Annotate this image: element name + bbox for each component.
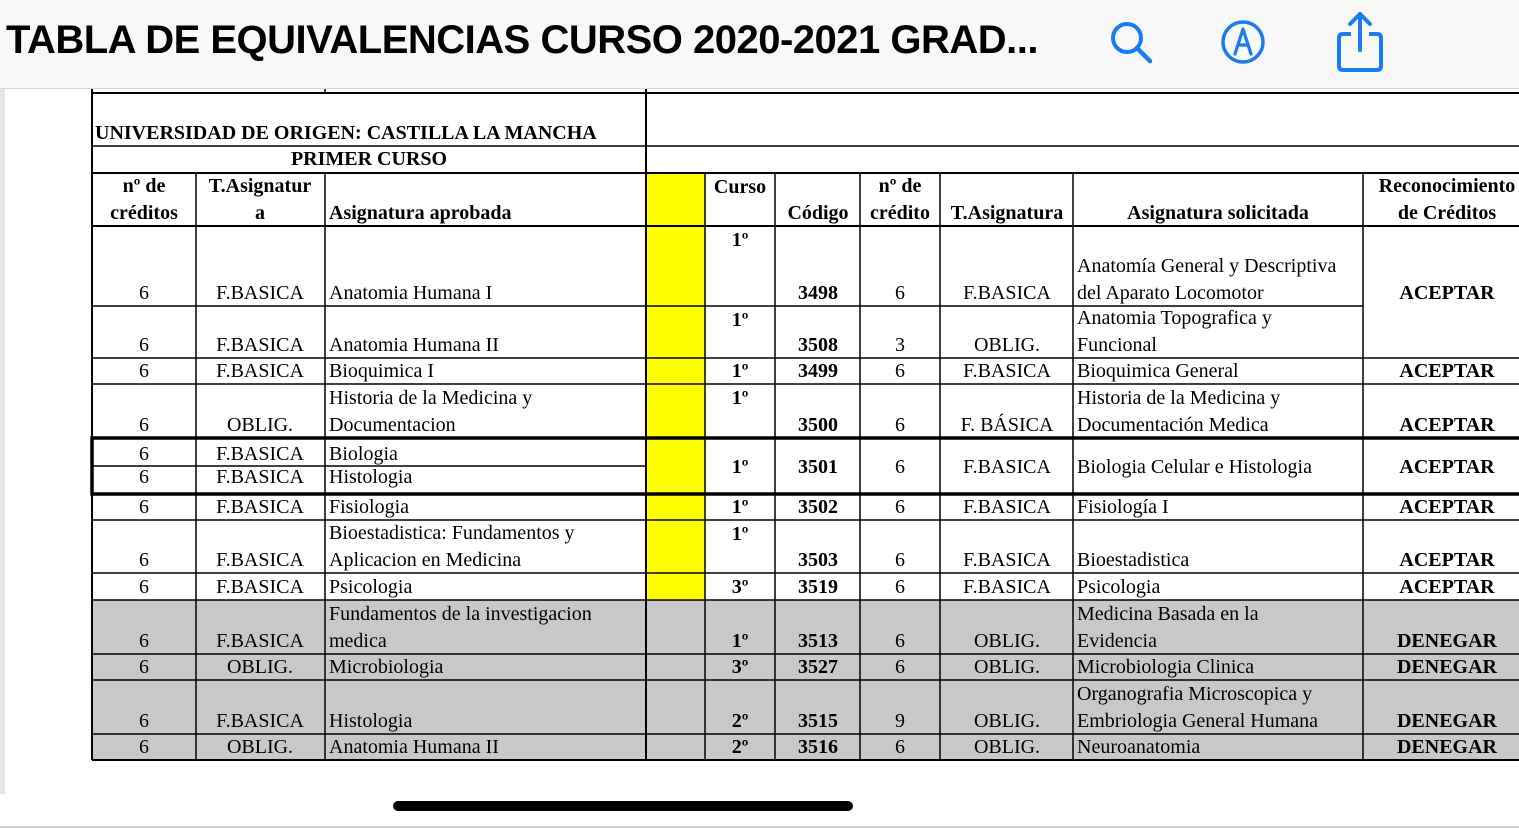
cell-aprobada: Historia de la Medicina y <box>329 387 533 409</box>
cell-creditos: 6 <box>139 656 149 678</box>
university-title: UNIVERSIDAD DE ORIGEN: CASTILLA LA MANCHA <box>95 122 597 144</box>
cell-curso: 1º <box>731 523 749 545</box>
cell-reconocimiento: ACEPTAR <box>1399 282 1495 304</box>
share-icon[interactable] <box>1330 10 1390 74</box>
header-tipo-2: a <box>255 202 265 224</box>
cell-solicitada: Historia de la Medicina y <box>1077 387 1281 409</box>
cell-codigo: 3502 <box>798 496 838 518</box>
cell-tipo2: OBLIG. <box>973 656 1041 678</box>
cell-tipo: F.BASICA <box>216 334 304 356</box>
cell-credito: 6 <box>895 630 905 652</box>
cell-aprobada: Psicologia <box>329 576 413 598</box>
cell-reconocimiento: ACEPTAR <box>1399 576 1495 598</box>
cell-tipo: F.BASICA <box>216 360 304 382</box>
cell-codigo: 3519 <box>798 576 838 598</box>
cell-solicitada: Evidencia <box>1077 630 1157 652</box>
cell-creditos: 6 <box>139 466 149 488</box>
cell-codigo: 3500 <box>798 414 838 436</box>
cell-tipo: F.BASICA <box>216 282 304 304</box>
cell-credito: 6 <box>895 282 905 304</box>
cell-aprobada: Microbiologia <box>329 656 444 678</box>
cell-aprobada: Aplicacion en Medicina <box>329 549 522 571</box>
cell-curso: 1º <box>731 360 749 382</box>
cell-creditos: 6 <box>139 282 149 304</box>
cell-curso: 2º <box>731 736 749 758</box>
cell-aprobada: Fundamentos de la investigacion <box>329 603 592 625</box>
cell-solicitada: Bioestadistica <box>1077 549 1190 571</box>
cell-tipo: F.BASICA <box>216 549 304 571</box>
home-indicator[interactable] <box>393 801 853 811</box>
cell-codigo: 3513 <box>798 630 838 652</box>
cell-solicitada: Embriologia General Humana <box>1077 710 1319 732</box>
header-reconocimiento-2: de Créditos <box>1397 202 1497 224</box>
cell-tipo: F.BASICA <box>216 576 304 598</box>
cell-reconocimiento: ACEPTAR <box>1399 496 1495 518</box>
cell-credito: 6 <box>895 576 905 598</box>
header-creditos-2: créditos <box>110 202 178 224</box>
cell-tipo: OBLIG. <box>226 656 294 678</box>
cell-solicitada: Microbiologia Clinica <box>1077 656 1255 678</box>
cell-creditos: 6 <box>139 549 149 571</box>
header-codigo: Código <box>787 202 849 224</box>
document-title: TABLA DE EQUIVALENCIAS CURSO 2020-2021 GRAD... <box>6 18 1039 62</box>
header-tipo2: T.Asignatura <box>950 202 1064 224</box>
cell-solicitada: Psicologia <box>1077 576 1161 598</box>
cell-aprobada: medica <box>329 630 387 652</box>
cell-tipo2: F.BASICA <box>963 360 1051 382</box>
cell-tipo: F.BASICA <box>216 466 304 488</box>
cell-solicitada: Anatomia Topografica y <box>1077 307 1272 329</box>
search-icon[interactable] <box>1101 10 1161 74</box>
cell-credito: 6 <box>895 496 905 518</box>
cell-solicitada: Organografia Microscopica y <box>1077 683 1313 705</box>
cell-aprobada: Documentacion <box>329 414 456 436</box>
cell-creditos: 6 <box>139 736 149 758</box>
cell-aprobada: Biologia <box>329 443 398 465</box>
cell-solicitada: Documentación Medica <box>1077 414 1269 436</box>
cell-creditos: 6 <box>139 414 149 436</box>
cell-aprobada: Histologia <box>329 466 413 488</box>
cell-credito: 3 <box>895 334 905 356</box>
document-page[interactable] <box>0 89 1519 828</box>
cell-tipo2: OBLIG. <box>973 710 1041 732</box>
header-aprobada: Asignatura aprobada <box>329 202 512 224</box>
cell-tipo2: F.BASICA <box>963 496 1051 518</box>
cell-reconocimiento: ACEPTAR <box>1399 549 1495 571</box>
cell-credito: 6 <box>895 456 905 478</box>
cell-credito: 6 <box>895 656 905 678</box>
cell-curso: 2º <box>731 710 749 732</box>
cell-solicitada: Medicina Basada en la <box>1077 603 1259 625</box>
cell-codigo: 3508 <box>798 334 838 356</box>
cell-reconocimiento: DENEGAR <box>1396 656 1498 678</box>
cell-creditos: 6 <box>139 710 149 732</box>
cell-creditos: 6 <box>139 360 149 382</box>
cell-curso: 1º <box>731 496 749 518</box>
cell-solicitada: Neuroanatomia <box>1077 736 1201 758</box>
header-tipo-1: T.Asignatur <box>208 175 312 197</box>
cell-solicitada: del Aparato Locomotor <box>1077 282 1264 304</box>
cell-aprobada: Bioquimica I <box>329 360 434 382</box>
cell-credito: 6 <box>895 736 905 758</box>
cell-credito: 6 <box>895 414 905 436</box>
header-credito-2: crédito <box>870 202 930 224</box>
cell-reconocimiento: ACEPTAR <box>1399 456 1495 478</box>
cell-codigo: 3515 <box>798 710 838 732</box>
cell-tipo2: OBLIG. <box>973 334 1041 356</box>
cell-aprobada: Bioestadistica: Fundamentos y <box>329 522 575 544</box>
header-curso: Curso <box>713 176 767 198</box>
cell-solicitada: Biologia Celular e Histologia <box>1077 456 1312 478</box>
cell-tipo2: F.BASICA <box>963 549 1051 571</box>
cell-curso: 1º <box>731 456 749 478</box>
highlight-column <box>646 173 705 600</box>
cell-aprobada: Anatomia Humana II <box>329 736 499 758</box>
cell-curso: 1º <box>731 229 749 251</box>
cell-tipo: OBLIG. <box>226 736 294 758</box>
header-solicitada: Asignatura solicitada <box>1127 202 1309 224</box>
cell-tipo: F.BASICA <box>216 710 304 732</box>
cell-credito: 6 <box>895 549 905 571</box>
cell-curso: 1º <box>731 630 749 652</box>
cell-tipo2: F.BASICA <box>963 456 1051 478</box>
cell-codigo: 3499 <box>798 360 838 382</box>
cell-aprobada: Histologia <box>329 710 413 732</box>
cell-tipo: F.BASICA <box>216 443 304 465</box>
cell-creditos: 6 <box>139 576 149 598</box>
header-reconocimiento-1: Reconocimiento <box>1378 175 1516 197</box>
cell-curso: 1º <box>731 309 749 331</box>
cell-solicitada: Fisiología I <box>1077 496 1169 518</box>
cell-codigo: 3498 <box>798 282 838 304</box>
cell-creditos: 6 <box>139 630 149 652</box>
cell-tipo2: F.BASICA <box>963 282 1051 304</box>
cell-creditos: 6 <box>139 443 149 465</box>
cell-reconocimiento: DENEGAR <box>1396 710 1498 732</box>
cell-reconocimiento: ACEPTAR <box>1399 414 1495 436</box>
cell-creditos: 6 <box>139 334 149 356</box>
cell-tipo2: OBLIG. <box>973 630 1041 652</box>
cell-curso: 3º <box>731 656 749 678</box>
cell-solicitada: Anatomía General y Descriptiva <box>1077 255 1337 277</box>
cell-reconocimiento: DENEGAR <box>1396 736 1498 758</box>
cell-credito: 6 <box>895 360 905 382</box>
cell-tipo: OBLIG. <box>226 414 294 436</box>
cell-tipo: F.BASICA <box>216 496 304 518</box>
cell-creditos: 6 <box>139 496 149 518</box>
header-credito-1: nº de <box>878 175 922 197</box>
cell-tipo2: F.BASICA <box>963 576 1051 598</box>
cell-tipo2: F. BÁSICA <box>960 414 1054 436</box>
cell-codigo: 3516 <box>798 736 838 758</box>
cell-aprobada: Anatomia Humana I <box>329 282 493 304</box>
cell-solicitada: Bioquimica General <box>1077 360 1239 382</box>
cell-curso: 3º <box>731 576 749 598</box>
page-edge <box>0 89 5 794</box>
cell-tipo2: OBLIG. <box>973 736 1041 758</box>
cell-reconocimiento: ACEPTAR <box>1399 360 1495 382</box>
cell-codigo: 3503 <box>798 549 838 571</box>
cell-codigo: 3501 <box>798 456 838 478</box>
equivalence-table <box>0 89 1519 828</box>
cell-solicitada: Funcional <box>1077 334 1157 356</box>
cell-curso: 1º <box>731 387 749 409</box>
markup-icon[interactable] <box>1213 10 1273 74</box>
toolbar <box>0 0 1519 89</box>
course-title: PRIMER CURSO <box>290 148 448 170</box>
cell-aprobada: Anatomia Humana II <box>329 334 499 356</box>
cell-reconocimiento: DENEGAR <box>1396 630 1498 652</box>
cell-aprobada: Fisiologia <box>329 496 410 518</box>
header-creditos-1: nº de <box>122 175 166 197</box>
cell-codigo: 3527 <box>798 656 838 678</box>
cell-tipo: F.BASICA <box>216 630 304 652</box>
cell-credito: 9 <box>895 710 905 732</box>
